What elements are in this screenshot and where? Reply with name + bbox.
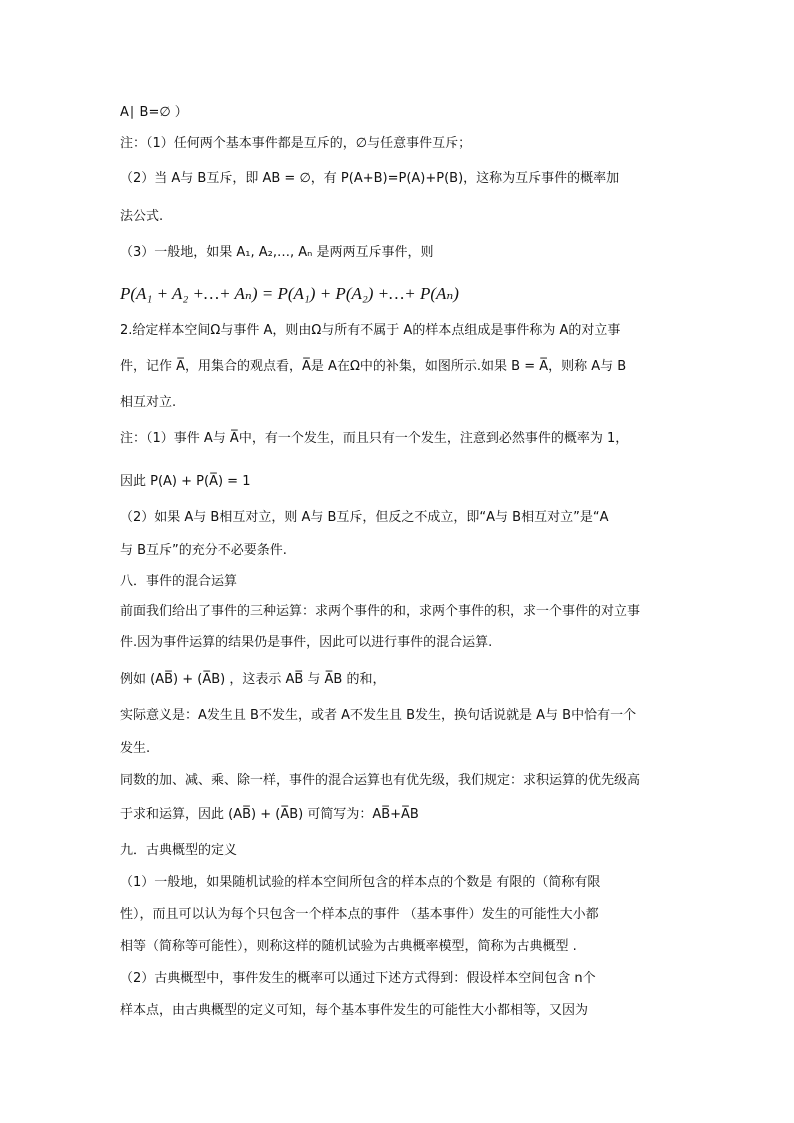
mixed-ops-line-1: 前面我们给出了事件的三种运算：求两个事件的和，求两个事件的积，求一个事件的对立事 xyxy=(120,604,641,619)
classical-def-line-2: 性），而且可以认为每个只包含一个样本点的事件 （基本事件）发生的可能性大小都 xyxy=(120,907,599,922)
classical-def-line-4: （2）古典概型中，事件发生的概率可以通过下述方式得到：假设样本空间包含 n个 xyxy=(120,971,596,986)
general-case-line: （3）一般地，如果 A₁, A₂,…, Aₙ 是两两互斥事件，则 xyxy=(120,245,434,260)
opposite-event-line-1: 2.给定样本空间Ω与事件 A，则由Ω与所有不属于 A的样本点组成是事件称为 A的对立事 xyxy=(120,323,621,338)
opposite-event-line-2: 件，记作 A̅，用集合的观点看，A̅是 A在Ω中的补集，如图所示.如果 B = A̅，则称 A与 B xyxy=(120,359,627,374)
meaning-line-1: 实际意义是：A发生且 B不发生，或者 A不发生且 B发生，换句话说就是 A与 B中恰有一个 xyxy=(120,708,637,723)
mixed-ops-line-2: 件.因为事件运算的结果仍是事件，因此可以进行事件的混合运算. xyxy=(120,635,493,650)
note-line-1: 注：（1）任何两个基本事件都是互斥的，∅与任意事件互斥； xyxy=(120,136,472,151)
section-heading-8: 八．事件的混合运算 xyxy=(120,574,238,589)
note-line-3: （2）如果 A与 B相互对立，则 A与 B互斥，但反之不成立，即“A与 B相互对立”是“A xyxy=(120,510,609,525)
note-line-4: 与 B互斥”的充分不必要条件. xyxy=(120,543,287,558)
section-heading-9: 九．古典概型的定义 xyxy=(120,843,238,858)
note-line-2: 注：（1）事件 A与 A̅中，有一个发生，而且只有一个发生，注意到必然事件的概率为 1， xyxy=(120,431,629,446)
opposite-event-line-3: 相互对立. xyxy=(120,395,177,410)
mutual-exclusive-line-1: （2）当 A与 B互斥，即 AB = ∅，有 P(A+B)=P(A)+P(B)，这称为互斥事件的概率加 xyxy=(120,171,620,186)
meaning-line-2: 发生. xyxy=(120,741,151,756)
complement-formula: 因此 P(A) + P(A̅) = 1 xyxy=(120,474,251,489)
classical-def-line-3: 相等（简称等可能性），则称这样的随机试验为古典概率模型，简称为古典概型 . xyxy=(120,939,577,954)
text-line-1: A∣ B=∅ ） xyxy=(120,105,188,120)
addition-formula: P(A₁ + A₂ +…+ Aₙ) = P(A₁) + P(A₂) +…+ P(Aₙ) xyxy=(120,284,459,303)
priority-line-2: 于求和运算，因此 (AB̅) + (A̅B) 可简写为：AB̅+A̅B xyxy=(120,807,419,822)
mutual-exclusive-line-2: 法公式. xyxy=(120,209,164,224)
classical-def-line-1: （1）一般地，如果随机试验的样本空间所包含的样本点的个数是 有限的（简称有限 xyxy=(120,875,601,890)
classical-def-line-5: 样本点，由古典概型的定义可知，每个基本事件发生的可能性大小都相等，又因为 xyxy=(120,1003,589,1018)
example-line: 例如 (AB̅) + (A̅B) ，这表示 AB̅ 与 A̅B 的和， xyxy=(120,672,386,687)
priority-line-1: 同数的加、减、乘、除一样，事件的混合运算也有优先级，我们规定：求积运算的优先级高 xyxy=(120,773,641,788)
